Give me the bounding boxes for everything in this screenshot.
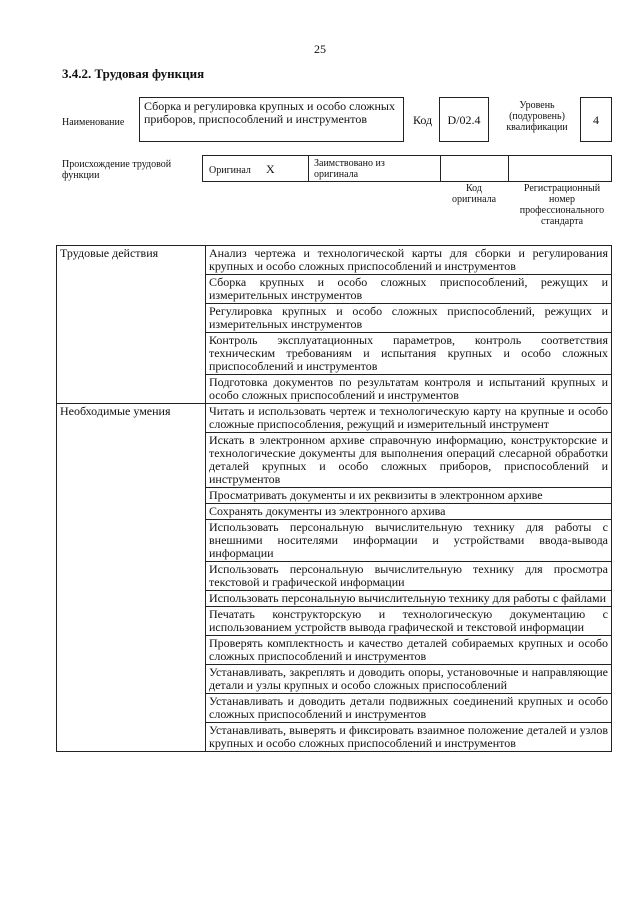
reg-number-label: Регистрационный номер профессионального стандарта — [519, 183, 605, 227]
original-label: Оригинал — [209, 165, 251, 176]
name-label: Наименование — [62, 117, 125, 128]
table-row — [57, 246, 612, 275]
origin-label: Происхождение трудовой функции — [62, 159, 172, 181]
origin-divider — [440, 155, 441, 182]
borrowed-label: Заимствовано из оригинала — [314, 158, 385, 180]
skill-item: Использовать персональную вычислительную технику для работы с файлами — [206, 591, 612, 607]
skill-item: Просматривать документы и их реквизиты в электронном архиве — [206, 488, 612, 504]
skill-label: Необходимые умения — [57, 404, 206, 752]
labor-action-item: Сборка крупных и особо сложных приспособлений, режущих и измерительных инструментов — [206, 275, 612, 304]
table-row — [57, 404, 612, 433]
level-label: Уровень (подуровень) квалификации — [506, 100, 568, 133]
skill-item: Устанавливать, выверять и фиксировать взаимное положение деталей и узлов крупных и особо сложных приспособлений и инструментов — [206, 723, 612, 752]
labor-action-item: Регулировка крупных и особо сложных приспособлений, режущих и измерительных инструментов — [206, 304, 612, 333]
skill-item: Сохранять документы из электронного архива — [206, 504, 612, 520]
section-title: 3.4.2. Трудовая функция — [62, 66, 205, 81]
page-number: 25 — [314, 42, 326, 56]
labor-action-item: Подготовка документов по результатам контроля и испытаний крупных и особо сложных приспособлений и инструментов — [206, 375, 612, 404]
name-value: Сборка и регулировка крупных и особо сложных приборов, приспособлений и инструментов — [139, 97, 404, 142]
skill-item: Проверять комплектность и качество деталей собираемых крупных и особо сложных приспособлений и инструментов — [206, 636, 612, 665]
code-label: Код — [413, 113, 433, 127]
skill-item: Искать в электронном архиве справочную информацию, конструкторские и технологические документы для выполнения операций слесарной обработки деталей крупных и особо сложных приборов, приспособлений и инструментов — [206, 433, 612, 488]
original-mark: X — [266, 162, 275, 176]
level-value: 4 — [580, 97, 612, 142]
skill-item: Использовать персональную вычислительную технику для работы с внешними носителями информации и устройствами ввода-вывода информации — [206, 520, 612, 562]
labor-action-item: Анализ чертежа и технологической карты для сборки и регулирования крупных и особо сложных приспособлений и инструментов — [206, 246, 612, 275]
skill-item: Устанавливать, закреплять и доводить опоры, установочные и направляющие детали и узлы крупных и особо сложных приспособлений — [206, 665, 612, 694]
origin-divider — [308, 155, 309, 182]
skill-item: Печатать конструкторскую и технологическую документацию с использованием устройств вывода графической и текстовой информации — [206, 607, 612, 636]
code-value: D/02.4 — [439, 97, 489, 142]
skill-item: Использовать персональную вычислительную технику для просмотра текстовой и графической информации — [206, 562, 612, 591]
labor-function-table — [56, 245, 612, 752]
skill-item: Читать и использовать чертеж и технологическую карту на крупные и особо сложные приспособления, режущий и измерительный инструмент — [206, 404, 612, 433]
skill-item: Устанавливать и доводить детали подвижных соединений крупных и особо сложных приспособлений и инструментов — [206, 694, 612, 723]
origin-divider — [508, 155, 509, 182]
labor-action-label: Трудовые действия — [57, 246, 206, 404]
labor-action-item: Контроль эксплуатационных параметров, контроль соответствия техническим требованиям и испытания крупных и особо сложных приспособлений и инструментов — [206, 333, 612, 375]
code-original-label: Код оригинала — [451, 183, 497, 205]
